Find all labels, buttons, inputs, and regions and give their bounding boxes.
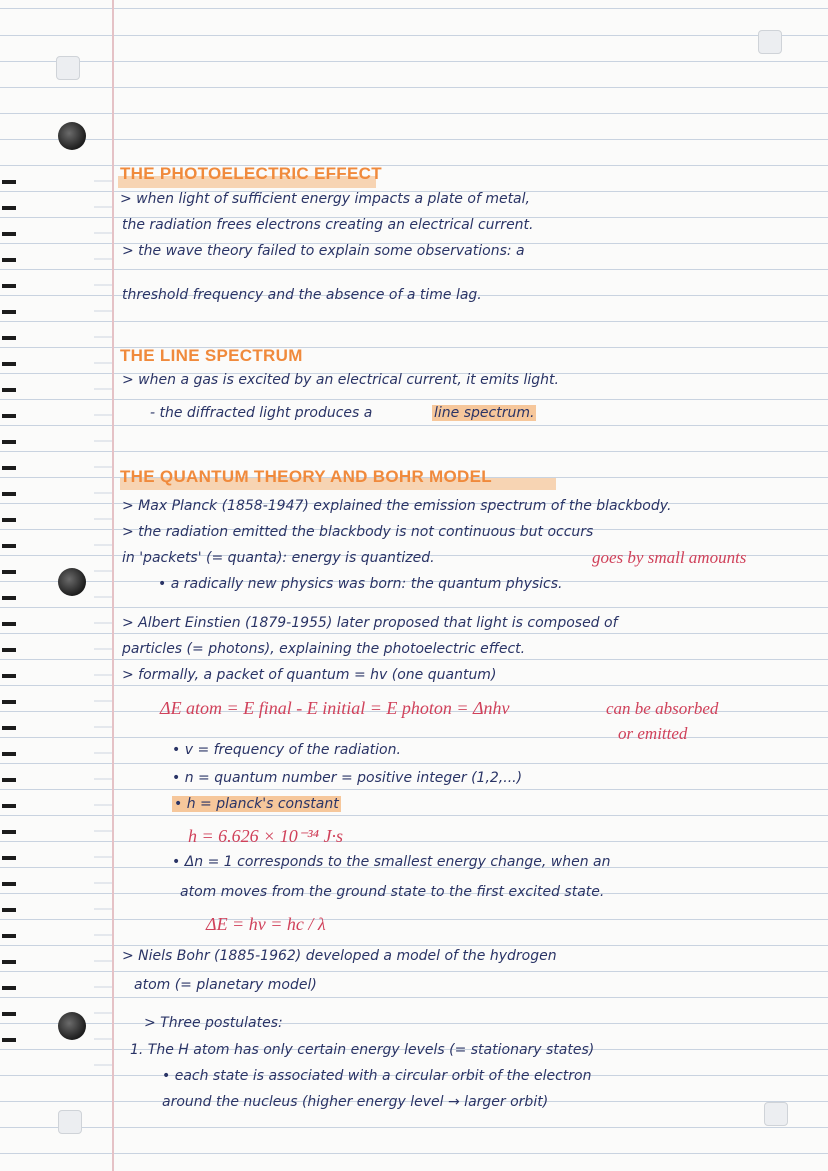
note-line: the radiation frees electrons creating an electrical current. xyxy=(122,217,534,233)
note-line: > the wave theory failed to explain some observations: a xyxy=(122,243,525,259)
note-line: line spectrum. xyxy=(434,405,535,421)
note-line: • v = frequency of the radiation. xyxy=(172,742,401,758)
note-line: • h = planck's constant xyxy=(174,796,339,812)
note-line: particles (= photons), explaining the photoelectric effect. xyxy=(122,641,526,657)
note-line: > when light of sufficient energy impacts a plate of metal, xyxy=(120,191,530,207)
note-line: > Niels Bohr (1885-1962) developed a model of the hydrogen xyxy=(122,948,557,964)
note-line: > when a gas is excited by an electrical current, it emits light. xyxy=(122,372,559,388)
margin-tabs xyxy=(94,170,112,1070)
note-annotation: or emitted xyxy=(618,724,688,743)
note-line: 1. The H atom has only certain energy levels (= stationary states) xyxy=(130,1042,595,1058)
note-line: around the nucleus (higher energy level → larger orbit) xyxy=(162,1094,549,1110)
note-line: > Max Planck (1858-1947) explained the emission spectrum of the blackbody. xyxy=(122,498,672,514)
note-line: in 'packets' (= quanta): energy is quantized. xyxy=(122,550,435,566)
formula-energy: ΔE atom = E final - E initial = E photon = Δnhv xyxy=(160,698,510,718)
note-line: • Δn = 1 corresponds to the smallest energy change, when an xyxy=(172,854,611,870)
corner-mark-icon xyxy=(58,1110,82,1134)
heading-line-spectrum: THE LINE SPECTRUM xyxy=(120,346,303,365)
punch-hole xyxy=(58,1012,86,1040)
note-line: • n = quantum number = positive integer (1,2,...) xyxy=(172,770,523,786)
margin-line xyxy=(112,0,114,1171)
corner-mark-icon xyxy=(764,1102,788,1126)
punch-hole xyxy=(58,568,86,596)
note-line: • a radically new physics was born: the quantum physics. xyxy=(158,576,563,592)
note-line: > formally, a packet of quantum = hv (one quantum) xyxy=(122,667,497,683)
corner-mark-icon xyxy=(758,30,782,54)
binding-marks xyxy=(2,160,16,1060)
heading-photoelectric: THE PHOTOELECTRIC EFFECT xyxy=(120,164,382,183)
formula-planck: h = 6.626 × 10⁻³⁴ J·s xyxy=(188,826,343,846)
note-annotation: can be absorbed xyxy=(606,699,719,718)
note-line: atom moves from the ground state to the first excited state. xyxy=(180,884,605,900)
note-line: threshold frequency and the absence of a time lag. xyxy=(122,287,482,303)
heading-quantum-theory: THE QUANTUM THEORY AND BOHR MODEL xyxy=(120,467,492,486)
formula-photon: ΔE = hv = hc / λ xyxy=(206,914,326,934)
note-line: > Albert Einstien (1879-1955) later proposed that light is composed of xyxy=(122,615,618,631)
note-line: - the diffracted light produces a xyxy=(150,405,373,421)
punch-hole xyxy=(58,122,86,150)
note-annotation: goes by small amounts xyxy=(592,548,747,567)
corner-mark-icon xyxy=(56,56,80,80)
note-line: > the radiation emitted the blackbody is not continuous but occurs xyxy=(122,524,594,540)
note-line: > Three postulates: xyxy=(144,1015,283,1031)
note-line: atom (= planetary model) xyxy=(134,977,317,993)
note-line: • each state is associated with a circular orbit of the electron xyxy=(162,1068,592,1084)
